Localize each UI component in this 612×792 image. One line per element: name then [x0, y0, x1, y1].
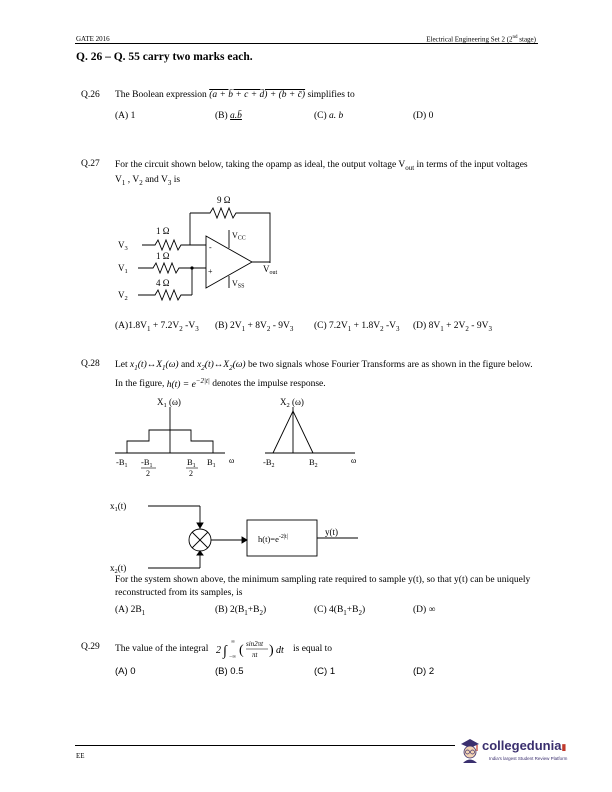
q26-option-c[interactable]: (C) a. b [314, 111, 344, 121]
q28-text: Let $x_1(t)\leftrightarrow X_1(\omega)$ and $x_2(t)\leftrightarrow X_2(\omega)$ be two signals whose Fourier Transforms are as shown in the figure below. In the figure, $h(t) = e^{-2|t|}$ denotes the impulse response. [115, 360, 533, 390]
x2t-label: $x_2(t)$ [110, 563, 127, 575]
neg-b1-half-tick: $-B_1$ [141, 457, 153, 469]
left-paren: ( [239, 643, 244, 658]
r2-label: 4 Ω [156, 278, 170, 288]
q26-option-b[interactable]: (B) a.b̄ [215, 111, 242, 121]
footer-left: EE [76, 752, 85, 760]
pos-b1-tick: $B_1$ [207, 457, 216, 469]
integral-coefficient: 2 [216, 645, 221, 656]
integral-dt: dt [276, 645, 284, 656]
integrand-denominator: πt [252, 651, 258, 659]
x2-omega-label: ω [351, 456, 357, 465]
q28-number: Q.28 [81, 359, 100, 369]
q27-option-d[interactable]: (D) $8V_1 + 2V_2 - 9V_3$ [413, 321, 492, 333]
yt-label: y(t) [325, 527, 338, 537]
q26-number: Q.26 [81, 90, 100, 100]
q28-option-d[interactable]: (D) ∞ [413, 605, 436, 615]
q29-text-suffix: is equal to [293, 644, 333, 654]
v2-label: $V_2$ [118, 290, 128, 302]
opamp-plus-label: + [208, 267, 213, 276]
filter-label: $h(t)=e^{-2|t|}$ [258, 534, 288, 544]
feedback-resistor [190, 208, 270, 263]
q27-circuit-diagram [110, 190, 310, 312]
q29-option-a[interactable]: (A) 0 [115, 666, 136, 677]
integral-sign: ∫ [223, 644, 227, 659]
student-mascot-icon [458, 736, 482, 764]
header-left: GATE 2016 [76, 35, 110, 43]
q28-spectrum-figure [105, 393, 370, 485]
rf-label: 9 Ω [217, 195, 231, 205]
pos-b2-tick: $B_2$ [309, 457, 318, 469]
q29-number: Q.29 [81, 642, 100, 652]
brand-tagline: India's largest Student Review Platform [489, 756, 568, 761]
right-paren: ) [269, 643, 274, 658]
q27-option-c[interactable]: (C) $7.2V_1 + 1.8V_2$ $-V_3$ [314, 321, 400, 333]
vcc-label: VCC [232, 231, 246, 242]
header-right: Electrical Engineering Set 2 (2nd stage) [426, 35, 536, 44]
q28-option-a[interactable]: (A) $2B_1$ [115, 605, 146, 617]
q29-option-c[interactable]: (C) 1 [314, 666, 336, 677]
neg-b2-tick: $-B_2$ [263, 457, 275, 469]
q26-text: The Boolean expression (a + b̄ + c + d̄) + (b + c̄) simplifies to [115, 90, 355, 100]
section-title: Q. 26 – Q. 55 carry two marks each. [76, 51, 253, 63]
opamp-minus-label: - [209, 243, 212, 252]
vout-label: $V_{out}$ [263, 264, 278, 276]
q27-text: For the circuit shown below, taking the opamp as ideal, the output voltage $V_{out}$ in terms of the input voltages $V_1$ , $V_2$ and $V_3$ is [115, 160, 528, 188]
r3-resistor [142, 240, 206, 250]
r1-label: 1 Ω [156, 251, 170, 261]
q28-block-diagram [110, 498, 370, 576]
q28-followup-text: For the system shown above, the minimum sampling rate required to sample y(t), so that y(t) can be uniquely reconstructed from its samples, is [115, 575, 531, 598]
q27-option-b[interactable]: (B) $2V_1 + 8V_2 - 9V_3$ [215, 321, 294, 333]
x1t-label: $x_1(t)$ [110, 501, 127, 513]
v3-label: $V_3$ [118, 240, 128, 252]
vss-label: VSS [232, 279, 245, 290]
pos-b1-half-denominator: 2 [189, 469, 193, 478]
q27-option-a[interactable]: $(A)1.8V_1 + 7.2V_2$ $-V_3$ [115, 321, 199, 333]
q29-text-prefix: The value of the integral [115, 644, 209, 654]
neg-b1-tick: $-B_1$ [116, 457, 128, 469]
x1-omega-label: ω [229, 456, 235, 465]
q26-option-d[interactable]: (D) 0 [413, 111, 434, 121]
pos-b1-half-tick: $B_1$ [187, 457, 196, 469]
q28-option-c[interactable]: (C) $4(B_1+B_2)$ [314, 605, 366, 617]
r2-resistor [138, 290, 192, 300]
v1-label: $V_1$ [118, 263, 128, 275]
brand-logo-text[interactable]: collegedunia▮ [482, 738, 567, 753]
footer-rule [75, 745, 455, 746]
q29-option-d[interactable]: (D) 2 [413, 666, 435, 677]
q26-option-a[interactable]: (A) 1 [115, 111, 136, 121]
integral-lower-limit: −∞ [229, 654, 237, 660]
neg-b1-half-denominator: 2 [146, 469, 150, 478]
x2-spectrum-title: $X_2$ (ω) [280, 397, 304, 409]
q29-option-b[interactable]: (B) 0.5 [215, 666, 244, 677]
integrand-numerator: sin2πt [246, 640, 264, 648]
header-rule [75, 43, 538, 44]
x1-spectrum-title: $X_1$ (ω) [157, 397, 181, 409]
q28-option-b[interactable]: (B) $2(B_1+B_2)$ [215, 605, 267, 617]
q27-number: Q.27 [81, 159, 100, 169]
r1-resistor [138, 263, 206, 273]
integral-upper-limit: ∞ [231, 639, 235, 645]
r3-label: 1 Ω [156, 226, 170, 236]
